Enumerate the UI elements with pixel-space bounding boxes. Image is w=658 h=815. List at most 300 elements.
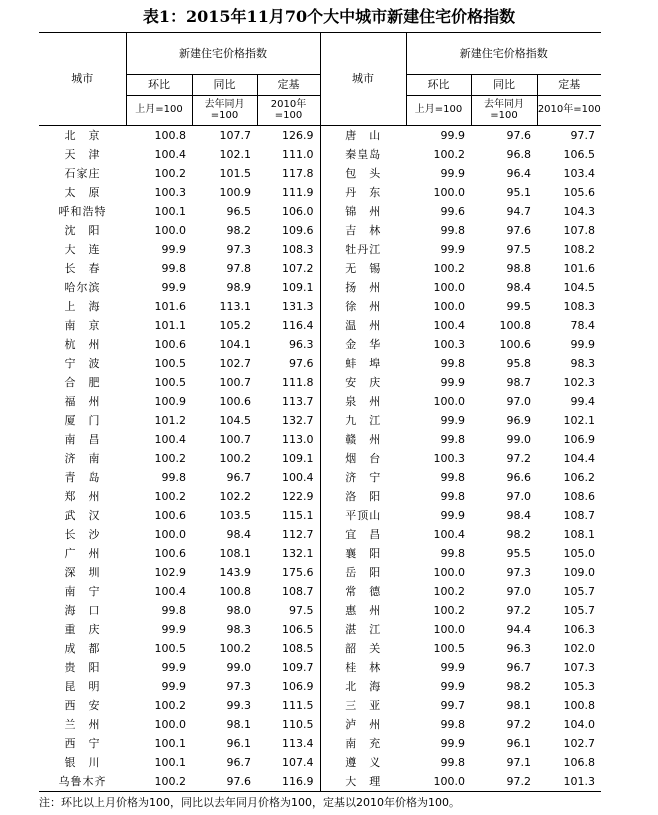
- right-fixed-cell: 105.6: [563, 186, 596, 199]
- right-fixed-cell: 106.5: [563, 148, 596, 161]
- left-mom-cell: 99.8: [161, 604, 186, 617]
- left-fixed-cell: 107.4: [282, 756, 314, 769]
- right-fixed-cell: 105.0: [563, 547, 596, 560]
- right-city-cell: 吉 林: [320, 221, 406, 240]
- yoy-header-left: 同比: [192, 75, 257, 96]
- left-fixed-cell: 116.9: [257, 772, 320, 792]
- left-mom-cell: 100.2: [126, 772, 192, 792]
- mom-base-right: 上月=100: [406, 96, 471, 126]
- left-fixed-cell: 113.0: [282, 433, 314, 446]
- right-mom-cell: 99.8: [440, 433, 466, 446]
- left-fixed-cell: 111.8: [282, 376, 314, 389]
- left-yoy-cell: 98.3: [226, 623, 251, 636]
- left-city-cell: 成 都: [64, 642, 101, 655]
- table-row: [39, 620, 601, 639]
- right-city-cell: 南 充: [320, 734, 406, 753]
- right-fixed-cell: 106.3: [563, 623, 596, 636]
- right-fixed-cell: 106.8: [563, 756, 596, 769]
- right-fixed-cell: 105.3: [563, 680, 596, 693]
- right-fixed-cell: 102.7: [563, 737, 596, 750]
- right-mom-cell: 100.4: [433, 319, 466, 332]
- table-row: [39, 544, 601, 563]
- left-fixed-cell: 110.5: [282, 718, 314, 731]
- right-mom-cell: 99.9: [440, 661, 466, 674]
- right-yoy-cell: 99.0: [506, 433, 532, 446]
- right-city-cell: 北 海: [320, 677, 406, 696]
- right-fixed-cell: 100.8: [563, 699, 596, 712]
- table-row: [39, 126, 601, 146]
- right-yoy-cell: 97.2: [506, 452, 532, 465]
- left-city-cell: 武 汉: [64, 509, 101, 522]
- right-city-cell: 韶 关: [320, 639, 406, 658]
- table-row: [39, 392, 601, 411]
- right-mom-cell: 99.9: [440, 376, 466, 389]
- right-mom-cell: 99.9: [440, 509, 466, 522]
- left-mom-cell: 100.6: [154, 547, 186, 560]
- right-yoy-cell: 98.2: [506, 528, 532, 541]
- yoy-base-left: 去年同月=100: [192, 96, 257, 126]
- right-fixed-cell: 101.6: [563, 262, 596, 275]
- right-city-cell: 锦 州: [320, 202, 406, 221]
- left-fixed-cell: 97.5: [289, 604, 314, 617]
- mom-base-left: 上月=100: [126, 96, 192, 126]
- right-mom-cell: 100.0: [406, 772, 471, 792]
- left-fixed-cell: 100.4: [282, 471, 314, 484]
- table-row: [39, 278, 601, 297]
- table-row: [39, 734, 601, 753]
- left-city-cell: 呼和浩特: [58, 205, 107, 218]
- right-fixed-cell: 107.3: [563, 661, 596, 674]
- right-city-cell: 惠 州: [320, 601, 406, 620]
- right-yoy-cell: 97.5: [506, 243, 532, 256]
- left-mom-cell: 99.8: [161, 262, 186, 275]
- right-yoy-cell: 96.8: [506, 148, 532, 161]
- left-mom-cell: 101.2: [154, 414, 186, 427]
- left-city-cell: 海 口: [64, 604, 101, 617]
- yoy-base-right: 去年同月=100: [471, 96, 537, 126]
- right-yoy-cell: 96.4: [506, 167, 532, 180]
- right-yoy-cell: 96.1: [506, 737, 532, 750]
- left-yoy-cell: 100.9: [219, 186, 251, 199]
- left-fixed-cell: 109.7: [282, 661, 314, 674]
- right-fixed-cell: 102.3: [563, 376, 596, 389]
- right-yoy-cell: 97.2: [506, 718, 532, 731]
- left-city-cell: 西 安: [64, 699, 101, 712]
- left-mom-cell: 99.9: [161, 680, 186, 693]
- right-city-cell: 蚌 埠: [320, 354, 406, 373]
- right-fixed-cell: 109.0: [563, 566, 596, 579]
- left-yoy-cell: 98.2: [226, 224, 251, 237]
- right-city-cell: 襄 阳: [320, 544, 406, 563]
- left-yoy-cell: 113.1: [219, 300, 251, 313]
- left-fixed-cell: 108.5: [282, 642, 314, 655]
- right-mom-cell: 100.0: [433, 281, 466, 294]
- left-fixed-cell: 109.1: [282, 281, 314, 294]
- table-row: [39, 297, 601, 316]
- left-city-cell: 杭 州: [64, 338, 101, 351]
- table-row: [39, 183, 601, 202]
- right-mom-cell: 100.0: [433, 566, 466, 579]
- right-mom-cell: 99.8: [440, 756, 466, 769]
- left-yoy-cell: 100.8: [219, 585, 251, 598]
- table-row: [39, 696, 601, 715]
- left-yoy-cell: 96.7: [226, 471, 251, 484]
- fixed-header-right: 定基: [537, 75, 601, 96]
- right-mom-cell: 99.8: [440, 471, 466, 484]
- left-mom-cell: 100.8: [154, 129, 186, 142]
- right-city-cell: 桂 林: [320, 658, 406, 677]
- right-mom-cell: 99.9: [440, 737, 466, 750]
- right-yoy-cell: 97.6: [506, 129, 532, 142]
- left-mom-cell: 102.9: [154, 566, 186, 579]
- left-yoy-cell: 143.9: [219, 566, 251, 579]
- right-city-cell: 遵 义: [320, 753, 406, 772]
- right-yoy-cell: 95.5: [506, 547, 532, 560]
- index-group-header-right: 新建住宅价格指数: [406, 33, 601, 75]
- left-city-cell: 长 沙: [64, 528, 101, 541]
- right-mom-cell: 99.8: [440, 718, 466, 731]
- right-mom-cell: 99.9: [440, 414, 466, 427]
- left-fixed-cell: 115.1: [282, 509, 314, 522]
- left-fixed-cell: 111.0: [282, 148, 314, 161]
- table-row: [39, 677, 601, 696]
- table-row: [39, 753, 601, 772]
- left-mom-cell: 100.5: [154, 642, 186, 655]
- left-fixed-cell: 106.0: [282, 205, 314, 218]
- right-mom-cell: 100.3: [433, 338, 466, 351]
- price-index-table: [39, 32, 601, 792]
- left-yoy-cell: 96.7: [226, 756, 251, 769]
- right-city-cell: 牡丹江: [320, 240, 406, 259]
- right-yoy-cell: 97.0: [506, 395, 532, 408]
- left-mom-cell: 100.4: [154, 148, 186, 161]
- left-fixed-cell: 132.7: [282, 414, 314, 427]
- table-row: [39, 335, 601, 354]
- right-yoy-cell: 94.4: [506, 623, 532, 636]
- right-yoy-cell: 97.6: [506, 224, 532, 237]
- right-city-cell: 丹 东: [320, 183, 406, 202]
- left-yoy-cell: 98.1: [226, 718, 251, 731]
- table-row: [39, 221, 601, 240]
- left-fixed-cell: 108.3: [282, 243, 314, 256]
- table-row: [39, 145, 601, 164]
- right-fixed-cell: 102.1: [563, 414, 596, 427]
- left-yoy-cell: 97.8: [226, 262, 251, 275]
- table-row: [39, 468, 601, 487]
- right-yoy-cell: 96.6: [506, 471, 532, 484]
- left-fixed-cell: 111.5: [282, 699, 314, 712]
- left-yoy-cell: 100.2: [219, 642, 251, 655]
- table-row: [39, 164, 601, 183]
- fixed-base-right: 2010年=100: [537, 96, 601, 126]
- table-row: [39, 411, 601, 430]
- left-fixed-cell: 131.3: [282, 300, 314, 313]
- right-fixed-cell: 97.7: [570, 129, 596, 142]
- left-yoy-cell: 102.2: [219, 490, 251, 503]
- left-yoy-cell: 104.1: [219, 338, 251, 351]
- right-mom-cell: 100.2: [433, 148, 466, 161]
- right-city-cell: 秦皇岛: [320, 145, 406, 164]
- left-city-cell: 昆 明: [64, 680, 101, 693]
- left-yoy-cell: 98.0: [226, 604, 251, 617]
- right-city-cell: 大 理: [320, 772, 406, 792]
- left-mom-cell: 100.2: [154, 490, 186, 503]
- left-mom-cell: 100.0: [154, 224, 186, 237]
- left-fixed-cell: 117.8: [282, 167, 314, 180]
- left-yoy-cell: 102.7: [219, 357, 251, 370]
- left-yoy-cell: 104.5: [219, 414, 251, 427]
- table-row: [39, 563, 601, 582]
- table-row: [39, 715, 601, 734]
- left-fixed-cell: 113.7: [282, 395, 314, 408]
- right-mom-cell: 100.3: [433, 452, 466, 465]
- left-mom-cell: 99.9: [161, 623, 186, 636]
- right-city-cell: 安 庆: [320, 373, 406, 392]
- right-fixed-cell: 105.7: [563, 585, 596, 598]
- right-fixed-cell: 104.5: [563, 281, 596, 294]
- right-city-cell: 赣 州: [320, 430, 406, 449]
- left-yoy-cell: 97.6: [192, 772, 257, 792]
- right-city-cell: 扬 州: [320, 278, 406, 297]
- left-mom-cell: 99.9: [161, 243, 186, 256]
- left-city-cell: 厦 门: [64, 414, 101, 427]
- left-fixed-cell: 109.6: [282, 224, 314, 237]
- left-city-cell: 兰 州: [64, 718, 101, 731]
- left-city-cell: 乌鲁木齐: [39, 772, 126, 792]
- table-row: [39, 430, 601, 449]
- left-yoy-cell: 108.1: [219, 547, 251, 560]
- left-mom-cell: 99.9: [161, 281, 186, 294]
- left-mom-cell: 99.8: [161, 471, 186, 484]
- left-mom-cell: 100.1: [154, 205, 186, 218]
- left-mom-cell: 100.3: [154, 186, 186, 199]
- left-city-cell: 大 连: [64, 243, 101, 256]
- right-city-cell: 三 亚: [320, 696, 406, 715]
- table-row: [39, 658, 601, 677]
- table-row: [39, 202, 601, 221]
- right-city-cell: 泸 州: [320, 715, 406, 734]
- left-city-cell: 重 庆: [64, 623, 101, 636]
- left-mom-cell: 101.1: [154, 319, 186, 332]
- table-row: [39, 487, 601, 506]
- left-city-cell: 石家庄: [64, 167, 101, 180]
- left-fixed-cell: 97.6: [289, 357, 314, 370]
- right-mom-cell: 100.0: [433, 186, 466, 199]
- right-yoy-cell: 100.8: [499, 319, 532, 332]
- left-city-cell: 福 州: [64, 395, 101, 408]
- table-row: [39, 316, 601, 335]
- right-mom-cell: 99.9: [440, 129, 466, 142]
- fixed-header-left: 定基: [257, 75, 320, 96]
- left-mom-cell: 100.1: [154, 737, 186, 750]
- left-yoy-cell: 102.1: [219, 148, 251, 161]
- table-row: [39, 582, 601, 601]
- left-fixed-cell: 96.3: [289, 338, 314, 351]
- left-fixed-cell: 175.6: [282, 566, 314, 579]
- right-mom-cell: 100.2: [433, 585, 466, 598]
- index-group-header-left: 新建住宅价格指数: [126, 33, 320, 75]
- left-city-cell: 银 川: [64, 756, 101, 769]
- right-mom-cell: 99.8: [440, 490, 466, 503]
- left-fixed-cell: 113.4: [282, 737, 314, 750]
- right-yoy-cell: 98.8: [506, 262, 532, 275]
- right-city-cell: 宜 昌: [320, 525, 406, 544]
- right-fixed-cell: 104.4: [563, 452, 596, 465]
- right-mom-cell: 100.5: [433, 642, 466, 655]
- left-yoy-cell: 101.5: [219, 167, 251, 180]
- right-yoy-cell: 94.7: [506, 205, 532, 218]
- right-yoy-cell: 98.4: [506, 509, 532, 522]
- right-city-cell: 金 华: [320, 335, 406, 354]
- table-row: [39, 240, 601, 259]
- table-row: [39, 506, 601, 525]
- left-fixed-cell: 112.7: [282, 528, 314, 541]
- left-fixed-cell: 107.2: [282, 262, 314, 275]
- right-mom-cell: 100.0: [433, 395, 466, 408]
- left-city-cell: 南 昌: [64, 433, 101, 446]
- left-yoy-cell: 100.7: [219, 376, 251, 389]
- right-city-cell: 平顶山: [320, 506, 406, 525]
- left-yoy-cell: 98.9: [226, 281, 251, 294]
- left-yoy-cell: 96.5: [226, 205, 251, 218]
- left-fixed-cell: 106.9: [282, 680, 314, 693]
- city-header-right: 城市: [320, 33, 406, 126]
- table-row: [39, 449, 601, 468]
- left-mom-cell: 100.5: [154, 357, 186, 370]
- left-yoy-cell: 96.1: [226, 737, 251, 750]
- left-city-cell: 北 京: [64, 129, 101, 142]
- left-mom-cell: 100.6: [154, 338, 186, 351]
- right-mom-cell: 99.8: [440, 357, 466, 370]
- right-city-cell: 湛 江: [320, 620, 406, 639]
- table-row: [39, 772, 601, 792]
- right-city-cell: 徐 州: [320, 297, 406, 316]
- right-yoy-cell: 98.7: [506, 376, 532, 389]
- city-header-left: 城市: [39, 33, 126, 126]
- right-mom-cell: 99.9: [440, 243, 466, 256]
- left-mom-cell: 100.2: [154, 167, 186, 180]
- right-fixed-cell: 98.3: [570, 357, 596, 370]
- left-mom-cell: 100.9: [154, 395, 186, 408]
- yoy-header-right: 同比: [471, 75, 537, 96]
- left-yoy-cell: 99.0: [226, 661, 251, 674]
- right-mom-cell: 99.8: [440, 547, 466, 560]
- left-city-cell: 上 海: [64, 300, 101, 313]
- right-city-cell: 包 头: [320, 164, 406, 183]
- left-city-cell: 深 圳: [64, 566, 101, 579]
- right-mom-cell: 99.9: [440, 680, 466, 693]
- left-city-cell: 贵 阳: [64, 661, 101, 674]
- left-city-cell: 南 京: [64, 319, 101, 332]
- right-yoy-cell: 98.1: [506, 699, 532, 712]
- right-fixed-cell: 108.1: [563, 528, 596, 541]
- right-mom-cell: 99.7: [440, 699, 466, 712]
- right-fixed-cell: 99.4: [570, 395, 596, 408]
- left-yoy-cell: 98.4: [226, 528, 251, 541]
- right-mom-cell: 100.0: [433, 300, 466, 313]
- right-fixed-cell: 78.4: [570, 319, 596, 332]
- left-mom-cell: 99.9: [161, 661, 186, 674]
- left-city-cell: 宁 波: [64, 357, 101, 370]
- left-mom-cell: 100.0: [154, 718, 186, 731]
- table-title: 表1：2015年11月70个大中城市新建住宅价格指数: [142, 7, 516, 26]
- table-row: [39, 373, 601, 392]
- right-city-cell: 洛 阳: [320, 487, 406, 506]
- left-yoy-cell: 100.2: [219, 452, 251, 465]
- left-city-cell: 长 春: [64, 262, 101, 275]
- right-yoy-cell: 95.8: [506, 357, 532, 370]
- right-mom-cell: 99.8: [440, 224, 466, 237]
- left-city-cell: 西 宁: [64, 737, 101, 750]
- left-fixed-cell: 106.5: [282, 623, 314, 636]
- right-fixed-cell: 108.6: [563, 490, 596, 503]
- right-fixed-cell: 106.9: [563, 433, 596, 446]
- right-yoy-cell: 97.2: [506, 604, 532, 617]
- left-city-cell: 沈 阳: [64, 224, 101, 237]
- left-fixed-cell: 126.9: [282, 129, 314, 142]
- left-city-cell: 郑 州: [64, 490, 101, 503]
- right-mom-cell: 100.2: [433, 262, 466, 275]
- left-mom-cell: 100.2: [154, 699, 186, 712]
- right-yoy-cell: 99.5: [506, 300, 532, 313]
- right-mom-cell: 100.4: [433, 528, 466, 541]
- left-mom-cell: 100.0: [154, 528, 186, 541]
- right-city-cell: 泉 州: [320, 392, 406, 411]
- left-mom-cell: 100.1: [154, 756, 186, 769]
- right-fixed-cell: 101.3: [537, 772, 601, 792]
- table-row: [39, 525, 601, 544]
- right-yoy-cell: 98.2: [506, 680, 532, 693]
- left-city-cell: 广 州: [64, 547, 101, 560]
- right-city-cell: 无 锡: [320, 259, 406, 278]
- left-fixed-cell: 122.9: [282, 490, 314, 503]
- right-yoy-cell: 96.9: [506, 414, 532, 427]
- left-city-cell: 南 宁: [64, 585, 101, 598]
- right-city-cell: 温 州: [320, 316, 406, 335]
- left-yoy-cell: 107.7: [219, 129, 251, 142]
- right-yoy-cell: 96.7: [506, 661, 532, 674]
- left-yoy-cell: 100.7: [219, 433, 251, 446]
- right-city-cell: 济 宁: [320, 468, 406, 487]
- right-yoy-cell: 96.3: [506, 642, 532, 655]
- left-fixed-cell: 111.9: [282, 186, 314, 199]
- right-city-cell: 岳 阳: [320, 563, 406, 582]
- right-fixed-cell: 107.8: [563, 224, 596, 237]
- right-yoy-cell: 97.1: [506, 756, 532, 769]
- left-yoy-cell: 105.2: [219, 319, 251, 332]
- right-fixed-cell: 106.2: [563, 471, 596, 484]
- table-row: [39, 639, 601, 658]
- right-city-cell: 常 德: [320, 582, 406, 601]
- table-row: [39, 354, 601, 373]
- right-yoy-cell: 97.0: [506, 585, 532, 598]
- right-yoy-cell: 97.3: [506, 566, 532, 579]
- right-fixed-cell: 104.3: [563, 205, 596, 218]
- right-fixed-cell: 103.4: [563, 167, 596, 180]
- left-mom-cell: 100.4: [154, 585, 186, 598]
- left-yoy-cell: 100.6: [219, 395, 251, 408]
- right-fixed-cell: 108.7: [563, 509, 596, 522]
- left-mom-cell: 100.5: [154, 376, 186, 389]
- left-yoy-cell: 97.3: [226, 680, 251, 693]
- left-city-cell: 天 津: [64, 148, 101, 161]
- left-city-cell: 青 岛: [64, 471, 101, 484]
- footnote: 注：环比以上月价格为100，同比以去年同月价格为100，定基以2010年价格为100。: [39, 796, 460, 809]
- right-yoy-cell: 97.0: [506, 490, 532, 503]
- left-city-cell: 太 原: [64, 186, 101, 199]
- left-fixed-cell: 116.4: [282, 319, 314, 332]
- table-body: [39, 126, 601, 792]
